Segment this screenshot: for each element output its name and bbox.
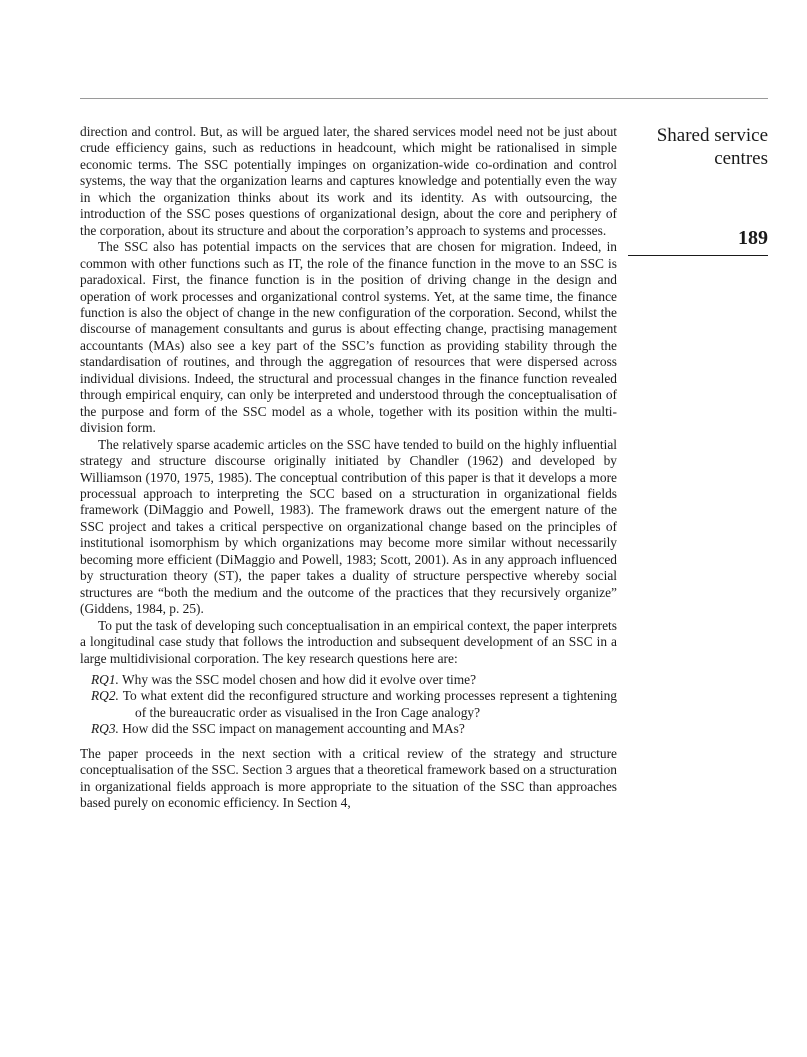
paragraph-1: direction and control. But, as will be argued later, the shared services model need not be just about crude efficiency gains, such as reductions in headcount, which might be rationalised in simple economic terms. The SSC potentially impinges on organization-wide co-ordination and control systems, the way that the organization learns and captures knowledge and potentially even the way in which the organization thinks about its work and its identity. As with outsourcing, the introduction of the SSC poses questions of organizational design, about the core and periphery of the corporation, about its structure and about the corporation’s approach to systems and processes. <box>80 124 617 238</box>
rq3-label: RQ3. <box>91 721 119 737</box>
running-head-line-2: centres <box>714 148 768 169</box>
closing-paragraph: The paper proceeds in the next section with a critical review of the strategy and structure conceptualisation of the SSC. Section 3 argues that a theoretical framework based on a structuration in organizational fields approach is more appropriate to the situation of the SSC than approaches based purely on economic efficiency. In Section 4, <box>80 745 617 811</box>
rq3-text: How did the SSC impact on management accounting and MAs? <box>122 721 465 737</box>
research-question-2 <box>80 688 617 721</box>
paragraph-2: The SSC also has potential impacts on the services that are chosen for migration. Indeed, in common with other functions such as IT, the role of the finance function in the move to an SSC is paradoxical. First, the finance function is in the position of driving change in the design and operation of work processes and organizational control systems. Yet, at the same time, the finance function is also the object of change in the new configuration of the corporation. Second, whilst the discourse of management consultants and gurus is about effecting change, practising management accountants (MAs) also see a key part of the SSC’s function as providing stability through the standardisation of routines, and through the aggregation of resources that were dispersed across individual divisions. Indeed, the structural and processual changes in the finance function revealed through empirical enquiry, can only be interpreted and understood through the conceptualisation of the purpose and form of the SSC model as a whole, together with its position within the multi-division form. <box>80 239 617 436</box>
rq1-text: Why was the SSC model chosen and how did it evolve over time? <box>122 671 477 687</box>
rq2-text: To what extent did the reconfigured structure and working processes represent a tightening of the bureaucratic order as visualised in the Iron Cage analogy? <box>122 688 617 720</box>
body-text <box>80 124 617 812</box>
rq2-label: RQ2. <box>91 688 119 704</box>
research-question-1 <box>80 672 617 688</box>
research-question-3 <box>80 721 617 737</box>
running-head-line-1: Shared service <box>656 125 768 146</box>
rq1-label: RQ1. <box>91 671 119 687</box>
page-number-rule <box>628 255 768 256</box>
research-questions <box>80 672 617 738</box>
paragraph-3: The relatively sparse academic articles on the SSC have tended to build on the highly influential strategy and structure discourse originally initiated by Chandler (1962) and developed by Williamson (1970, 1975, 1985). The conceptual contribution of this paper is that it develops a more processual approach to interpreting the SCC based on a structuration in organizational fields framework (DiMaggio and Powell, 1983). The framework draws out the emergent nature of the SSC project and takes a critical perspective on organizational change based on the principles of institutional isomorphism by which organizations may become more similar without necessarily becoming more efficient (DiMaggio and Powell, 1983; Scott, 2001). As in any approach influenced by structuration theory (ST), the paper takes a duality of structure perspective whereby social structures are “both the medium and the outcome of the practices that they recursively organize” (Giddens, 1984, p. 25). <box>80 436 617 617</box>
running-head <box>628 124 768 170</box>
page-number: 189 <box>738 227 768 249</box>
paragraph-4: To put the task of developing such conceptualisation in an empirical context, the paper interprets a longitudinal case study that follows the introduction and subsequent development of an SSC in a large multidivisional corporation. The key research questions here are: <box>80 617 617 666</box>
header-rule <box>80 98 768 99</box>
